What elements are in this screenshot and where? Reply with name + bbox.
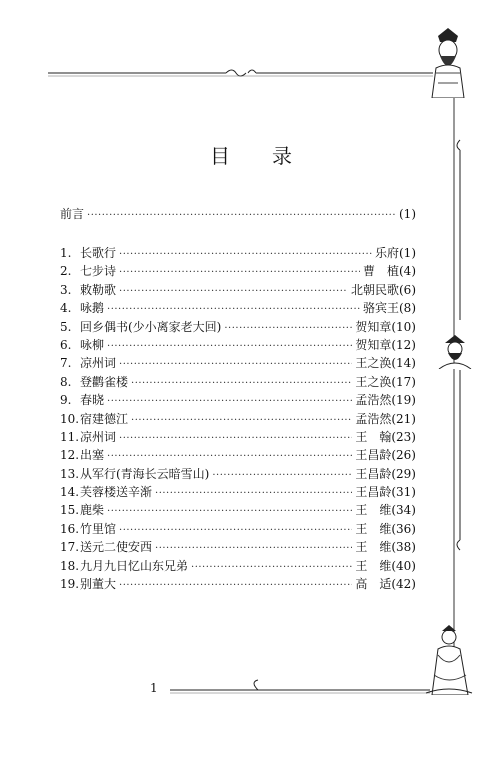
toc-entry[interactable] — [60, 336, 416, 354]
sage-figure-bottom-illustration — [424, 625, 474, 695]
entry-title: 出塞 — [80, 448, 105, 463]
entry-number: 14. — [60, 485, 80, 500]
toc-entry[interactable] — [60, 575, 416, 593]
entry-title: 别董大 — [80, 577, 117, 592]
entry-title: 登鹳雀楼 — [80, 374, 129, 389]
leader-dots — [119, 359, 352, 370]
entry-number: 5. — [60, 319, 72, 334]
entry-title: 送元二使安西 — [80, 540, 153, 555]
leader-dots — [131, 378, 352, 389]
entry-title: 长歌行 — [80, 246, 117, 260]
toc-entry[interactable] — [60, 483, 416, 501]
entry-page: (6) — [399, 282, 416, 297]
entry-title: 竹里馆 — [80, 521, 117, 536]
entry-page: (21) — [391, 411, 416, 426]
leader-dots — [87, 210, 396, 221]
toc-preface-entry[interactable] — [60, 205, 416, 222]
entry-title: 凉州词 — [80, 429, 117, 444]
entry-number: 13. — [60, 466, 80, 481]
leader-dots — [107, 341, 352, 352]
entry-title: 凉州词 — [80, 356, 117, 371]
entry-title: 咏鹅 — [80, 301, 105, 316]
entry-page: (4) — [399, 264, 416, 279]
toc-entry[interactable] — [60, 391, 416, 409]
entry-title: 咏柳 — [80, 337, 105, 352]
leader-dots — [155, 488, 352, 499]
entry-author: 王 维 — [355, 521, 392, 536]
leader-dots — [107, 396, 352, 407]
leader-dots — [191, 562, 352, 573]
entry-page: (1) — [399, 246, 416, 260]
entry-number: 4. — [60, 301, 72, 316]
entry-page: (26) — [391, 448, 416, 463]
scholar-portrait-middle-illustration — [437, 333, 473, 369]
toc-entry[interactable] — [60, 465, 416, 483]
entry-number: 11. — [60, 429, 80, 444]
leader-dots — [119, 267, 360, 278]
toc-entry[interactable] — [60, 520, 416, 538]
entry-page: (29) — [391, 466, 416, 481]
leader-dots — [119, 580, 352, 591]
entry-author: 王昌龄 — [355, 466, 392, 481]
toc-entry[interactable] — [60, 428, 416, 446]
page-title — [0, 140, 504, 169]
entry-author: 王 维 — [355, 540, 392, 555]
entry-page: (14) — [391, 356, 416, 371]
leader-dots — [119, 433, 352, 444]
entry-author: 王之涣 — [355, 356, 392, 371]
preface-page: (1) — [399, 207, 416, 221]
entry-author: 骆宾王 — [362, 301, 399, 316]
title-char-2: 录 — [272, 144, 294, 168]
entry-author: 王 维 — [355, 503, 392, 518]
entry-author: 王昌龄 — [355, 448, 392, 463]
entry-page: (31) — [391, 485, 416, 500]
entry-title: 鹿柴 — [80, 503, 105, 518]
entry-page: (17) — [391, 374, 416, 389]
entry-number: 10. — [60, 411, 80, 426]
entry-author: 乐府 — [374, 246, 399, 260]
entry-number: 6. — [60, 337, 72, 352]
leader-dots — [224, 323, 352, 334]
toc-entry[interactable] — [60, 262, 416, 280]
entry-page: (42) — [391, 577, 416, 592]
toc-entry[interactable] — [60, 281, 416, 299]
entry-number: 18. — [60, 558, 80, 573]
bottom-border-ornament — [160, 676, 440, 700]
entry-author: 贺知章 — [355, 337, 392, 352]
top-border-ornament — [48, 63, 433, 83]
leader-dots — [107, 451, 352, 462]
entry-author: 孟浩然 — [355, 393, 392, 408]
leader-dots — [119, 525, 352, 536]
entry-title: 九月九日忆山东兄弟 — [80, 558, 189, 573]
leader-dots — [119, 249, 372, 260]
entry-title: 春晓 — [80, 393, 105, 408]
entry-author: 王昌龄 — [355, 485, 392, 500]
entry-page: (38) — [391, 540, 416, 555]
toc-entry[interactable] — [60, 410, 416, 428]
entry-page: (23) — [391, 429, 416, 444]
entry-page: (36) — [391, 521, 416, 536]
leader-dots — [155, 543, 352, 554]
entry-page: (19) — [391, 393, 416, 408]
toc-entry[interactable] — [60, 318, 416, 336]
entry-author: 王 翰 — [355, 429, 392, 444]
entry-author: 王 维 — [355, 558, 392, 573]
toc-entry[interactable] — [60, 354, 416, 372]
toc-entry[interactable] — [60, 299, 416, 317]
toc-entry[interactable] — [60, 244, 416, 262]
toc-entry[interactable] — [60, 557, 416, 575]
entry-author: 贺知章 — [355, 319, 392, 334]
toc-entry[interactable] — [60, 501, 416, 519]
entry-title: 从军行(青海长云暗雪山) — [80, 466, 210, 481]
entry-page: (10) — [391, 319, 416, 334]
entry-number: 12. — [60, 448, 80, 463]
entry-page: (8) — [399, 301, 416, 316]
entry-title: 芙蓉楼送辛渐 — [80, 485, 153, 500]
page-number: 1 — [150, 681, 158, 695]
leader-dots — [119, 286, 348, 297]
entry-page: (40) — [391, 558, 416, 573]
entry-title: 回乡偶书(少小离家老大回) — [80, 319, 222, 334]
entry-title: 敕勒歌 — [80, 282, 117, 297]
entry-page: (34) — [391, 503, 416, 518]
leader-dots — [212, 470, 352, 481]
leader-dots — [107, 506, 352, 517]
preface-label: 前言 — [60, 207, 85, 221]
entry-number: 17. — [60, 540, 80, 555]
entry-page: (12) — [391, 337, 416, 352]
title-char-1: 目 — [210, 144, 232, 168]
entry-title: 宿建德江 — [80, 411, 129, 426]
toc-entry[interactable] — [60, 446, 416, 464]
entry-number: 19. — [60, 577, 80, 592]
entry-number: 8. — [60, 374, 72, 389]
toc-entry[interactable] — [60, 538, 416, 556]
entry-number: 16. — [60, 521, 80, 536]
entry-number: 7. — [60, 356, 72, 371]
entry-number: 15. — [60, 503, 80, 518]
toc-list — [60, 244, 416, 593]
entry-author: 北朝民歌 — [350, 282, 399, 297]
entry-number: 9. — [60, 393, 72, 408]
toc-entry[interactable] — [60, 373, 416, 391]
entry-title: 七步诗 — [80, 264, 117, 279]
entry-number: 3. — [60, 282, 72, 297]
entry-author: 高 适 — [355, 577, 392, 592]
entry-author: 孟浩然 — [355, 411, 392, 426]
leader-dots — [131, 415, 352, 426]
entry-author: 曹 植 — [362, 264, 399, 279]
leader-dots — [107, 304, 360, 315]
entry-number: 2. — [60, 264, 72, 279]
entry-author: 王之涣 — [355, 374, 392, 389]
entry-number: 1. — [60, 246, 72, 260]
scholar-portrait-top-illustration — [426, 28, 470, 98]
